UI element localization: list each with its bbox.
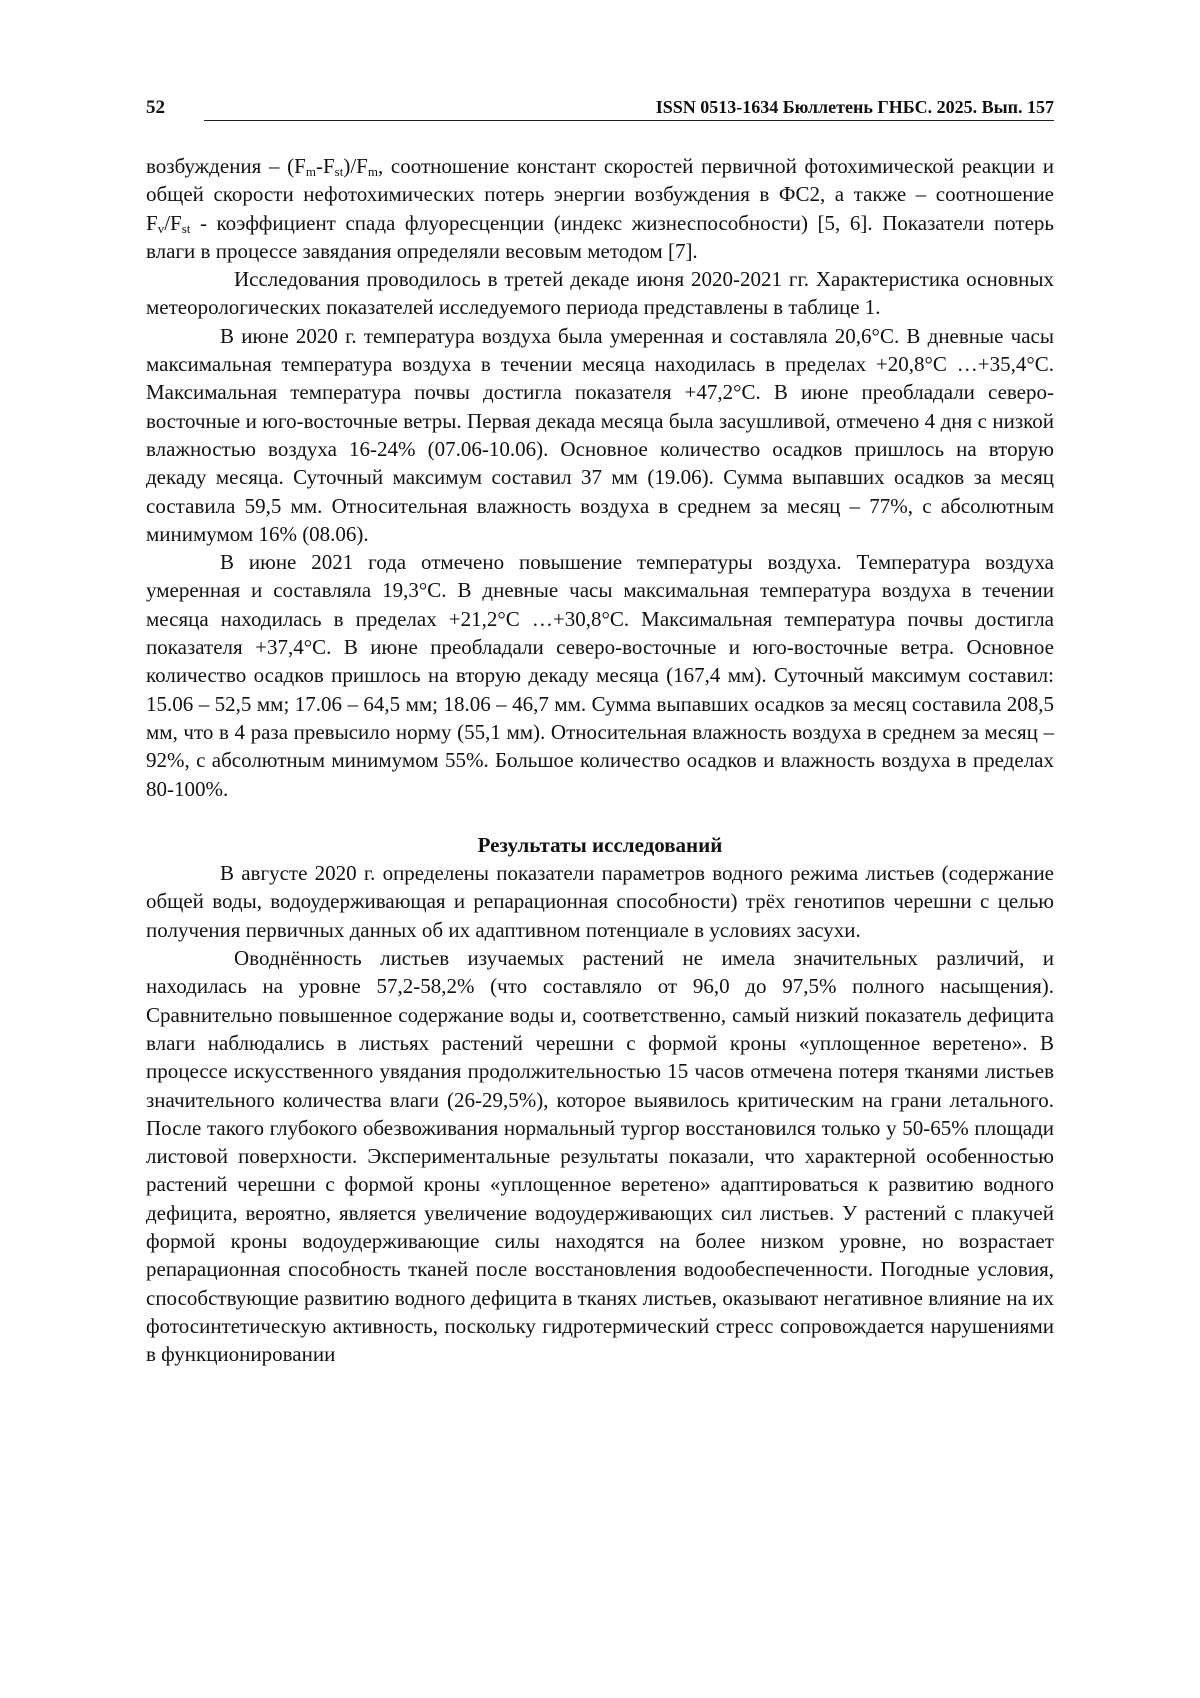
- paragraph-continued: возбуждения – $(F_m-F_{st})/F_m$, соотношение констант скоростей первичной фотохимической реакции и общей скорости нефотохимических потерь энергии возбуждения в ФС2, а также – соотношение $F_v/F_{st}$ - коэффициент спада флуоресценции (индекс жизнеспособности) [5, 6]. Показатели потерь влаги в процессе завядания определяли весовым методом [7].: [146, 154, 1055, 263]
- paragraph-june-2021: В июне 2021 года отмечено повышение температуры воздуха. Температура воздуха умеренная и составляла 19,3°С. В дневные часы максимальная температура воздуха в течении месяца находилась в пределах +21,2°С …+30,8°С. Максимальная температура почвы достигла показателя +37,4°С. В июне преобладали северо-восточные и юго-восточные ветра. Основное количество осадков пришлось на вторую декаду месяца (167,4 мм). Суточный максимум составил: 15.06 – 52,5 мм; 17.06 – 64,5 мм; 18.06 – 46,7 мм. Сумма выпавших осадков за месяц составила 208,5 мм, что в 4 раза превысило норму (55,1 мм). Относительная влажность воздуха в среднем за месяц – 92%, с абсолютным минимумом 55%. Большое количество осадков и влажность воздуха в пределах 80-100%.: [146, 550, 1054, 801]
- running-header: [146, 95, 1054, 123]
- paragraph-august-2020: В августе 2020 г. определены показатели параметров водного режима листьев (содержание общей воды, водоудерживающая и репарационная способности) трёх генотипов черешни с целью получения первичных данных об их адаптивном потенциале в условиях засухи.: [146, 861, 1054, 942]
- section-heading-results: Результаты исследований: [477, 832, 723, 857]
- body-text: [146, 152, 1054, 1368]
- paragraph-study-period: Исследования проводилось в третей декаде июня 2020-2021 гг. Характеристика основных метеорологических показателей исследуемого периода представлены в таблице 1.: [146, 267, 1054, 320]
- header-rule: [204, 120, 1054, 121]
- paragraph-june-2020: В июне 2020 г. температура воздуха была умеренная и составляла 20,6°С. В дневные часы максимальная температура воздуха в течении месяца находилась в пределах +20,8°С …+35,4°С. Максимальная температура почвы достигла показателя +47,2°С. В июне преобладали северо-восточные и юго-восточные ветры. Первая декада месяца была засушливой, отмечено 4 дня с низкой влажностью воздуха 16-24% (07.06-10.06). Основное количество осадков пришлось на вторую декаду месяца. Суточный максимум составил 37 мм (19.06). Сумма выпавших осадков за месяц составила 59,5 мм. Относительная влажность воздуха в среднем за месяц – 77%, с абсолютным минимумом 16% (08.06).: [146, 323, 1054, 546]
- journal-citation: ISSN 0513-1634 Бюллетень ГНБС. 2025. Вып. 157: [655, 97, 1054, 117]
- paragraph-leaf-hydration: Оводнённость листьев изучаемых растений не имела значительных различий, и находилась на уровне 57,2-58,2% (что составляло от 96,0 до 97,5% полного насыщения). Сравнительно повышенное содержание воды и, соответственно, самый низкий показатель дефицита влаги наблюдались в листьях растений черешни с формой кроны «уплощенное веретено». В процессе искусственного увядания продолжительностью 15 часов отмечена потеря тканями листьев значительного количества влаги (26-29,5%), которое выявилось критическим на грани летального. После такого глубокого обезвоживания нормальный тургор восстановился только у 50-65% площади листовой поверхности. Экспериментальные результаты показали, что характерной особенностью растений черешни с формой кроны «уплощенное веретено» адаптироваться к развитию водного дефицита, вероятно, является увеличение водоудерживающих сил листьев. У растений с плакучей формой кроны водоудерживающие силы находятся на более низком уровне, но возрастает репарационная способность тканей после восстановления водообеспеченности. Погодные условия, способствующие развитию водного дефицита в тканях листьев, оказывают негативное влияние на их фотосинтетическую активность, поскольку гидротермический стресс сопровождается нарушениями в функционировании: [146, 946, 1054, 1367]
- page-number: 52: [146, 97, 165, 118]
